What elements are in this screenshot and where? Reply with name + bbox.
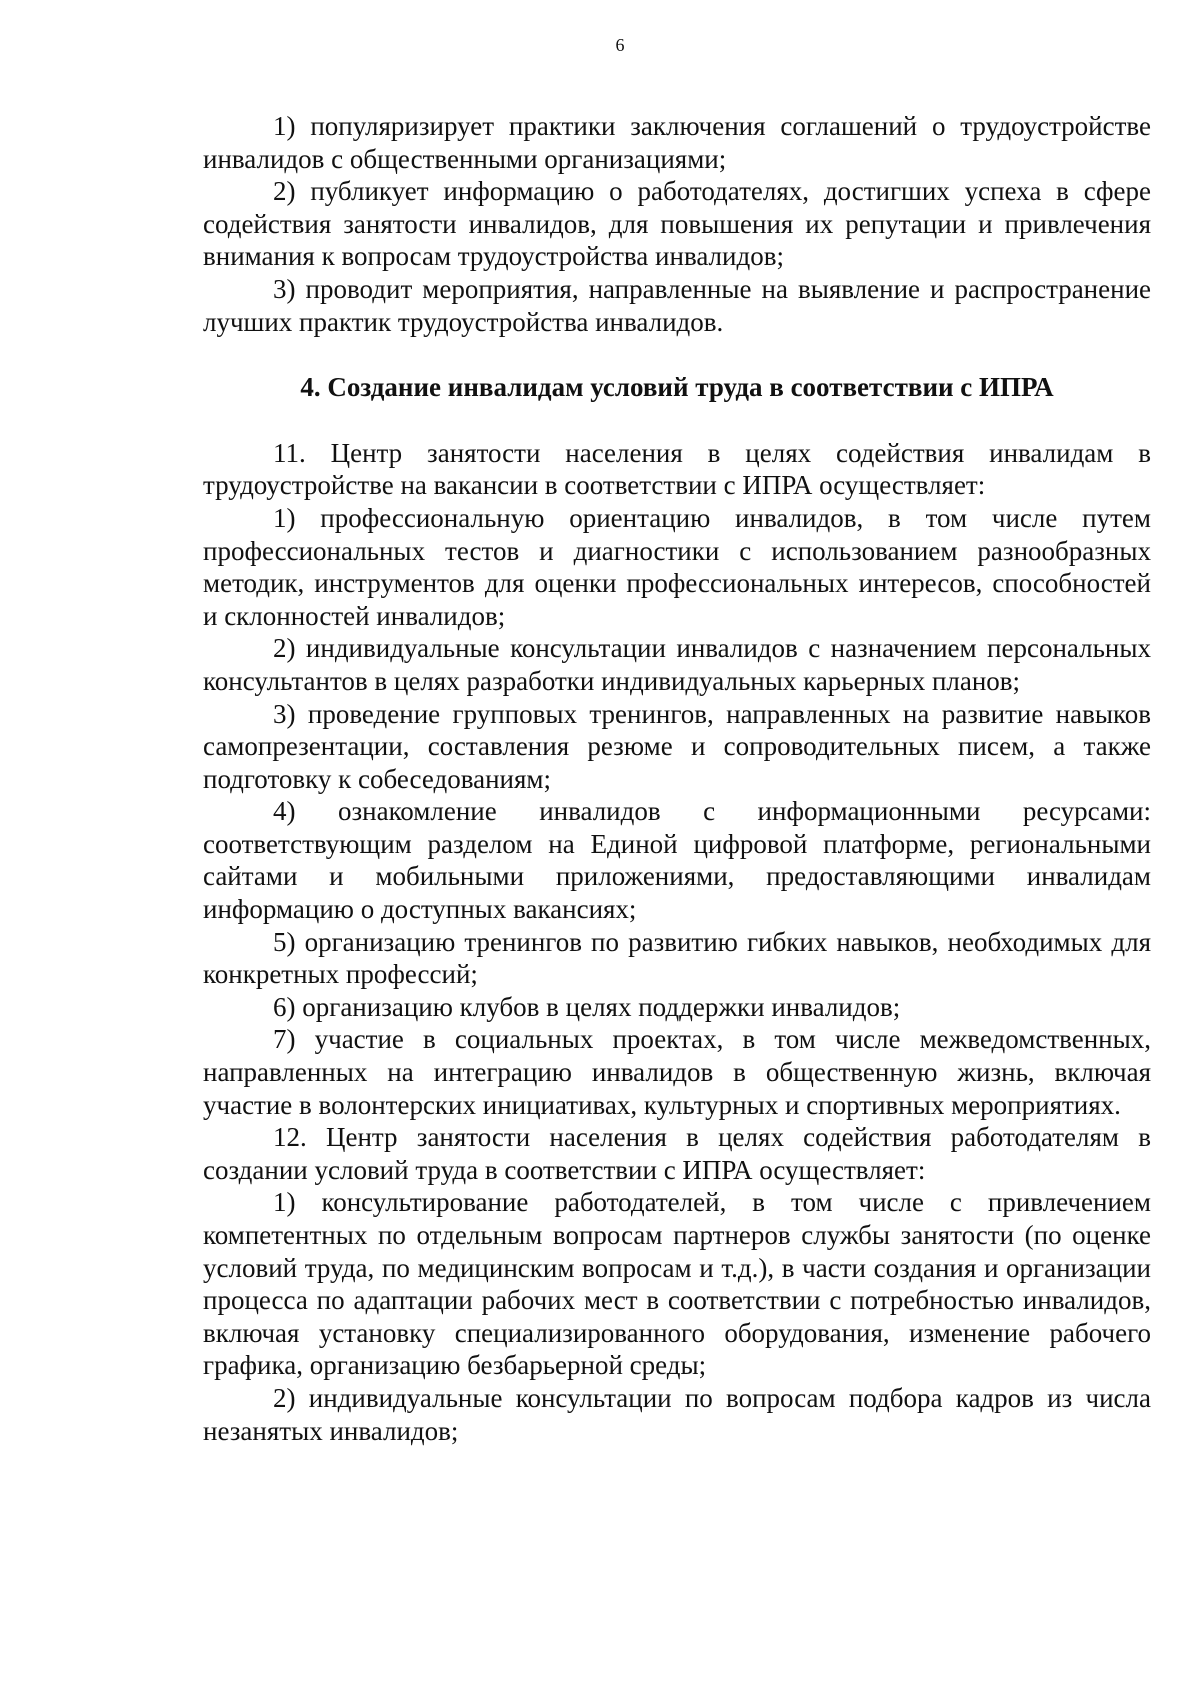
clause-12: 12. Центр занятости населения в целях содействия работодателям в создании условий труда в соответствии с ИПРА осуществляет:	[203, 1122, 1151, 1185]
clause-11-item-2: 2) индивидуальные консультации инвалидов с назначением персональных консультантов в целях разработки индивидуальных карьерных планов;	[203, 633, 1151, 696]
section-heading: 4. Создание инвалидам условий труда в соответствии с ИПРА	[300, 372, 1054, 403]
clause-11-item-3: 3) проведение групповых тренингов, направленных на развитие навыков самопрезентации, составления резюме и сопроводительных писем, а также подготовку к собеседованиям;	[203, 698, 1151, 794]
clause-11-item-5: 5) организацию тренингов по развитию гибких навыков, необходимых для конкретных профессий;	[203, 926, 1151, 990]
clause-11: 11. Центр занятости населения в целях содействия инвалидам в трудоустройстве на вакансии в соответствии с ИПРА осуществляет:	[203, 437, 1151, 501]
list-item-events: 3) проводит мероприятия, направленные на выявление и распространение лучших практик трудоустройства инвалидов.	[203, 273, 1151, 337]
clause-11-item-6: 6) организацию клубов в целях поддержки инвалидов;	[273, 991, 901, 1022]
list-item-publish-info: 2) публикует информацию о работодателях, достигших успеха в сфере содействия занятости инвалидов, для повышения их репутации и привлечения внимания к вопросам трудоустройства инвалидов;	[203, 176, 1151, 272]
clause-11-item-1: 1) профессиональную ориентацию инвалидов, в том числе путем профессиональных тестов и диагностики с использованием разнообразных методик, инструментов для оценки профессиональных интересов, способностей и склонностей инвалидов;	[203, 502, 1151, 631]
document-body	[203, 110, 1151, 1447]
clause-11-item-7: 7) участие в социальных проектах, в том числе межведомственных, направленных на интеграцию инвалидов в общественную жизнь, включая участие в волонтерских инициативах, культурных и спортивных мероприятиях.	[203, 1024, 1151, 1120]
list-item-popularize: 1) популяризирует практики заключения соглашений о трудоустройстве инвалидов с общественными организациями;	[203, 111, 1151, 174]
page-number: 6	[615, 35, 625, 55]
clause-11-item-4: 4) ознакомление инвалидов с информационными ресурсами: соответствующим разделом на Единой цифровой платформе, региональными сайтами и мобильными приложениями, предоставляющими инвалидам информацию о доступных вакансиях;	[203, 796, 1151, 925]
clause-12-item-1: 1) консультирование работодателей, в том числе с привлечением компетентных по отдельным вопросам партнеров службы занятости (по оценке условий труда, по медицинским вопросам и т.д.), в части создания и организации процесса по адаптации рабочих мест в соответствии с потребностью инвалидов, включая установку специализированного оборудования, изменение рабочего графика, организацию безбарьерной среды;	[203, 1187, 1151, 1381]
clause-12-item-2: 2) индивидуальные консультации по вопросам подбора кадров из числа незанятых инвалидов;	[203, 1382, 1151, 1446]
